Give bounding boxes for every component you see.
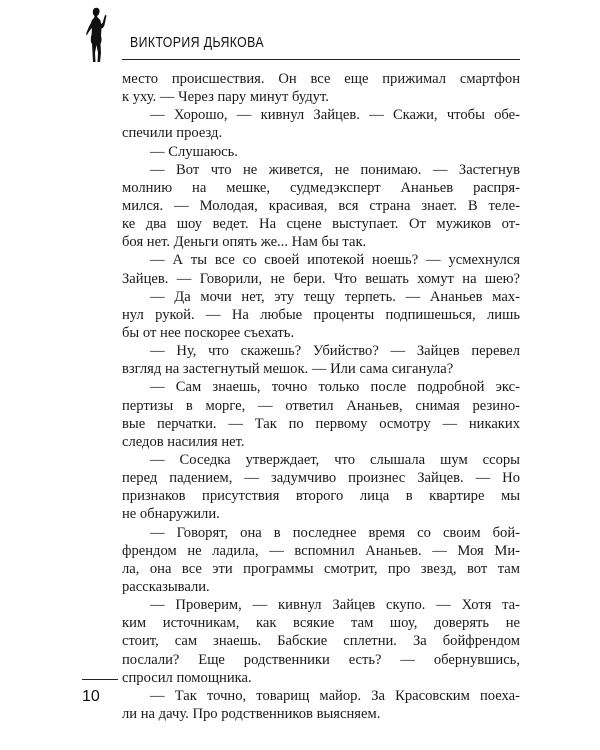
header-divider — [122, 59, 520, 60]
text-line: Зайцев. — Говорили, не бери. Что вешать хомут на шею? — [122, 270, 520, 287]
text-line: — Проверим, — кивнул Зайцев скупо. — Хотя та- — [150, 597, 520, 614]
text-line: бы от нее поскорее съехать. — [122, 324, 295, 341]
text-line: френдом не ладила, — вспомнил Ананьев. — Моя Ми- — [122, 542, 520, 559]
text-line: стоит, сам знаешь. Бабские сплетни. За бойфрендом — [122, 633, 520, 650]
text-line: — Так точно, товарищ майор. За Красовским поеха- — [150, 687, 520, 704]
text-line: спросил помощника. — [122, 669, 252, 686]
text-line: ла, она все эти программы смотрит, про звезд, вот там — [122, 560, 520, 577]
text-line: следов насилия нет. — [122, 433, 245, 450]
text-line: вые перчатки. — Так по первому осмотру — никаких — [122, 415, 520, 432]
text-line: — Говорят, она в последнее время со своим бой- — [150, 524, 520, 541]
author-name: ВИКТОРИЯ ДЬЯКОВА — [130, 34, 264, 51]
page-text — [122, 70, 520, 723]
text-line: — Слушаюсь. — [150, 143, 238, 160]
text-line: — Хорошо, — кивнул Зайцев. — Скажи, чтобы обе- — [150, 107, 520, 124]
text-line: место происшествия. Он все еще прижимал смартфон — [122, 71, 520, 87]
text-line: — Сам знаешь, точно только после подробной экс- — [150, 379, 520, 396]
text-line: — Да мочи нет, эту тещу терпеть. — Ананьев мах- — [150, 288, 520, 305]
text-line: — Соседка утверждает, что слышала шум ссоры — [150, 451, 520, 468]
text-line: признаков присутствия второго лица в квартире мы — [122, 488, 520, 505]
text-line: перед падением, — задумчиво произнес Зайцев. — Но — [122, 470, 520, 487]
text-line: боя нет. Деньги опять же... Нам бы так. — [122, 234, 367, 251]
page-number: 10 — [82, 688, 100, 705]
text-line: — Ну, что скажешь? Убийство? — Зайцев перевел — [150, 343, 520, 360]
text-line: не обнаружили. — [122, 506, 220, 523]
woman-silhouette-icon — [82, 6, 112, 64]
text-line: рассказывали. — [122, 578, 210, 595]
text-line: спечили проезд. — [122, 125, 223, 142]
text-line: ли на дачу. Про родственников выясняем. — [122, 705, 381, 722]
text-line: ке два шоу ведет. На сцене выступает. От мужиков от- — [122, 216, 520, 233]
text-line: взгляд на застегнутый мешок. — Или сама сиганула? — [122, 361, 454, 378]
text-line: нул рукой. — На любые проценты подпишешься, лишь — [122, 306, 520, 323]
text-line: молнию на мешке, судмедэксперт Ананьев распря- — [122, 179, 520, 196]
text-line: — А ты все со своей ипотекой ноешь? — усмехнулся — [150, 252, 520, 269]
text-line: послали? Еще родственники есть? — обернувшись, — [122, 651, 520, 668]
text-line: мился. — Молодая, красивая, вся страна знает. В теле- — [122, 197, 520, 214]
text-line: ким источникам, как всякие там шоу, доверять не — [122, 615, 520, 632]
footer-divider — [82, 679, 118, 680]
text-line: к уху. — Через пару минут будут. — [122, 89, 329, 106]
text-line: пертизы в морге, — ответил Ананьев, снимая резино- — [122, 397, 520, 414]
text-line: — Вот что не живется, не понимаю. — Застегнув — [150, 161, 520, 178]
